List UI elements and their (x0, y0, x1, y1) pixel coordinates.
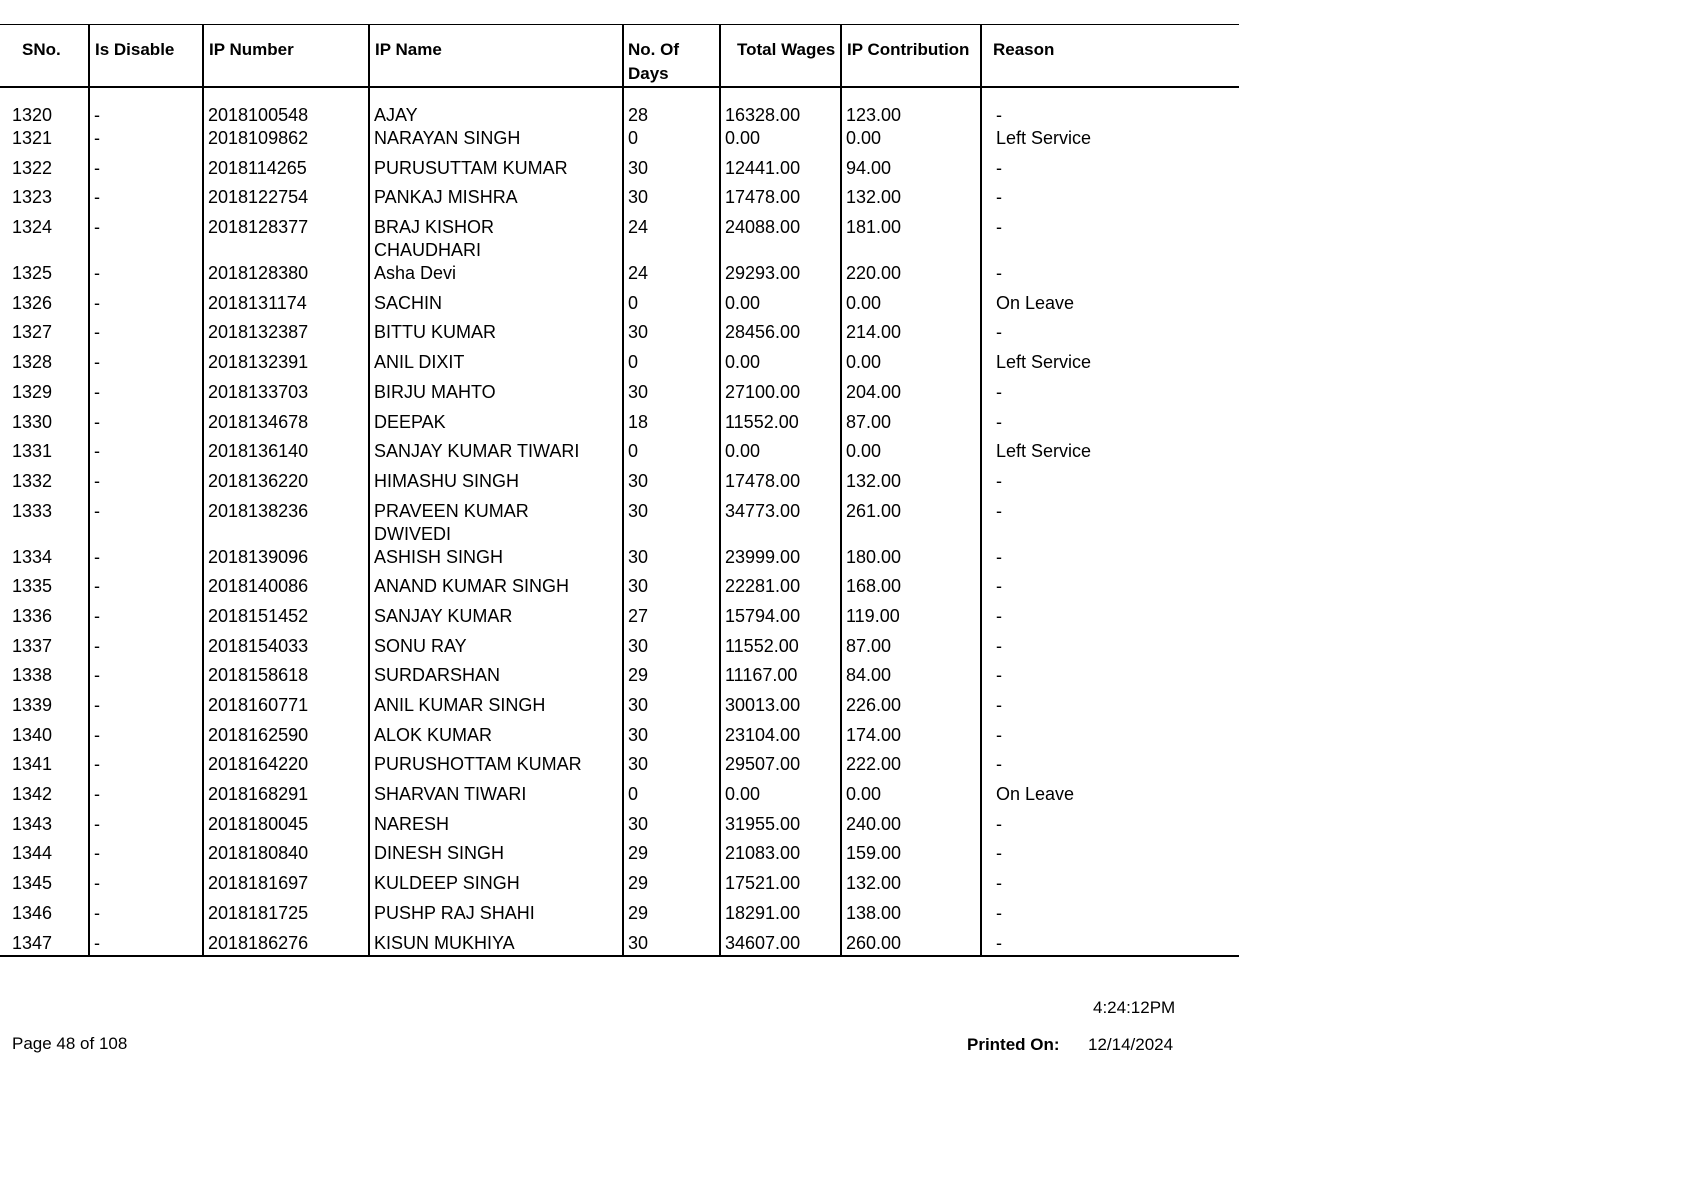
cell-ip-number: 2018139096 (203, 546, 369, 576)
cell-ip-contribution: 0.00 (841, 440, 981, 470)
cell-sno: 1320 (12, 105, 53, 125)
table-row (0, 186, 1239, 216)
cell-is-disable: - (89, 664, 203, 694)
table-row (0, 724, 1239, 754)
cell-ip-number: 2018131174 (203, 292, 369, 322)
cell-ip-name: DEEPAK (369, 411, 623, 441)
cell-ip-number: 2018132387 (203, 321, 369, 351)
cell-sno: 1341 (12, 754, 53, 775)
header-ip-number: IP Number (203, 25, 369, 88)
header-sno: SNo. (22, 40, 61, 59)
cell-is-disable: - (89, 575, 203, 605)
cell-ip-number: 2018138236 (203, 500, 369, 546)
cell-ip-contribution: 123.00 (841, 87, 981, 127)
table-row (0, 813, 1239, 843)
cell-is-disable: - (89, 87, 203, 127)
cell-ip-contribution: 222.00 (841, 753, 981, 783)
cell-ip-number: 2018134678 (203, 411, 369, 441)
cell-sno: 1333 (12, 500, 53, 521)
cell-sno: 1322 (12, 157, 53, 178)
cell-ip-name: PURUSUTTAM KUMAR (369, 157, 623, 187)
header-reason: Reason (981, 25, 1239, 88)
cell-ip-name: PANKAJ MISHRA (369, 186, 623, 216)
cell-ip-contribution: 132.00 (841, 186, 981, 216)
cell-sno: 1331 (12, 441, 53, 462)
header-ip-name: IP Name (369, 25, 623, 88)
cell-total-wages: 31955.00 (720, 813, 841, 843)
cell-reason: - (981, 605, 1239, 635)
cell-sno: 1329 (12, 381, 53, 402)
cell-no-of-days: 30 (623, 546, 720, 576)
cell-ip-number: 2018160771 (203, 694, 369, 724)
cell-total-wages: 24088.00 (720, 216, 841, 262)
cell-reason: On Leave (981, 292, 1239, 322)
cell-no-of-days: 27 (623, 605, 720, 635)
cell-total-wages: 34607.00 (720, 932, 841, 956)
table-row (0, 872, 1239, 902)
cell-ip-number: 2018180045 (203, 813, 369, 843)
cell-ip-contribution: 261.00 (841, 500, 981, 546)
cell-no-of-days: 0 (623, 127, 720, 157)
table-row (0, 575, 1239, 605)
cell-no-of-days: 30 (623, 753, 720, 783)
cell-ip-contribution: 0.00 (841, 783, 981, 813)
cell-no-of-days: 29 (623, 664, 720, 694)
cell-total-wages: 23999.00 (720, 546, 841, 576)
cell-sno: 1332 (12, 470, 53, 491)
table-row (0, 902, 1239, 932)
cell-no-of-days: 30 (623, 500, 720, 546)
cell-reason: Left Service (981, 440, 1239, 470)
cell-ip-contribution: 132.00 (841, 470, 981, 500)
cell-no-of-days: 30 (623, 321, 720, 351)
cell-reason: Left Service (981, 127, 1239, 157)
cell-sno: 1338 (12, 665, 53, 686)
cell-ip-name: NARESH (369, 813, 623, 843)
cell-sno: 1342 (12, 784, 53, 805)
contribution-table-container (0, 24, 1239, 957)
cell-reason: - (981, 87, 1239, 127)
cell-is-disable: - (89, 605, 203, 635)
cell-no-of-days: 30 (623, 694, 720, 724)
table-row (0, 262, 1239, 292)
table-header (0, 25, 1239, 88)
header-no-of-days: No. Of Days (623, 25, 720, 88)
cell-is-disable: - (89, 694, 203, 724)
cell-total-wages: 21083.00 (720, 842, 841, 872)
cell-no-of-days: 29 (623, 902, 720, 932)
table-row (0, 932, 1239, 956)
cell-is-disable: - (89, 842, 203, 872)
cell-sno: 1323 (12, 187, 53, 208)
cell-ip-name: ANIL KUMAR SINGH (369, 694, 623, 724)
cell-no-of-days: 24 (623, 216, 720, 262)
table-row (0, 664, 1239, 694)
cell-no-of-days: 30 (623, 381, 720, 411)
cell-ip-number: 2018151452 (203, 605, 369, 635)
cell-reason: - (981, 500, 1239, 546)
cell-ip-name: DINESH SINGH (369, 842, 623, 872)
cell-no-of-days: 30 (623, 186, 720, 216)
cell-ip-contribution: 180.00 (841, 546, 981, 576)
cell-reason: - (981, 546, 1239, 576)
cell-is-disable: - (89, 753, 203, 783)
cell-sno: 1347 (12, 932, 53, 953)
cell-total-wages: 0.00 (720, 440, 841, 470)
table-row (0, 351, 1239, 381)
cell-ip-contribution: 94.00 (841, 157, 981, 187)
header-is-disable: Is Disable (89, 25, 203, 88)
cell-ip-contribution: 260.00 (841, 932, 981, 956)
cell-is-disable: - (89, 411, 203, 441)
cell-total-wages: 12441.00 (720, 157, 841, 187)
cell-is-disable: - (89, 500, 203, 546)
printed-on-label: Printed On: (967, 1035, 1060, 1054)
cell-ip-name: PUSHP RAJ SHAHI (369, 902, 623, 932)
cell-no-of-days: 0 (623, 292, 720, 322)
table-row (0, 157, 1239, 187)
cell-ip-name: BITTU KUMAR (369, 321, 623, 351)
cell-reason: - (981, 664, 1239, 694)
cell-ip-number: 2018128377 (203, 216, 369, 262)
cell-sno: 1337 (12, 635, 53, 656)
page-number: Page 48 of 108 (12, 1034, 128, 1053)
cell-ip-name: PURUSHOTTAM KUMAR (369, 753, 623, 783)
cell-reason: - (981, 381, 1239, 411)
cell-no-of-days: 30 (623, 635, 720, 665)
cell-ip-name: ANIL DIXIT (369, 351, 623, 381)
cell-sno: 1330 (12, 411, 53, 432)
table-row (0, 753, 1239, 783)
cell-reason: - (981, 753, 1239, 783)
cell-ip-number: 2018136140 (203, 440, 369, 470)
cell-reason: - (981, 724, 1239, 754)
contribution-table (0, 24, 1239, 957)
cell-ip-contribution: 0.00 (841, 351, 981, 381)
cell-reason: - (981, 902, 1239, 932)
cell-ip-number: 2018154033 (203, 635, 369, 665)
cell-ip-name: ALOK KUMAR (369, 724, 623, 754)
cell-no-of-days: 30 (623, 157, 720, 187)
cell-total-wages: 11167.00 (720, 664, 841, 694)
cell-ip-contribution: 159.00 (841, 842, 981, 872)
printed-time: 4:24:12PM (1093, 998, 1176, 1017)
cell-total-wages: 30013.00 (720, 694, 841, 724)
cell-ip-contribution: 0.00 (841, 127, 981, 157)
cell-is-disable: - (89, 127, 203, 157)
cell-total-wages: 15794.00 (720, 605, 841, 635)
cell-reason: - (981, 575, 1239, 605)
cell-sno: 1335 (12, 576, 53, 597)
cell-is-disable: - (89, 157, 203, 187)
cell-no-of-days: 29 (623, 872, 720, 902)
table-row (0, 127, 1239, 157)
cell-reason: - (981, 470, 1239, 500)
cell-ip-number: 2018164220 (203, 753, 369, 783)
cell-ip-name: BIRJU MAHTO (369, 381, 623, 411)
cell-ip-contribution: 138.00 (841, 902, 981, 932)
cell-ip-name: NARAYAN SINGH (369, 127, 623, 157)
cell-ip-contribution: 132.00 (841, 872, 981, 902)
cell-total-wages: 11552.00 (720, 635, 841, 665)
table-row (0, 440, 1239, 470)
cell-ip-number: 2018181725 (203, 902, 369, 932)
cell-ip-name: ASHISH SINGH (369, 546, 623, 576)
cell-no-of-days: 30 (623, 575, 720, 605)
table-row (0, 411, 1239, 441)
cell-no-of-days: 28 (623, 87, 720, 127)
cell-reason: - (981, 635, 1239, 665)
cell-ip-name: PRAVEEN KUMAR DWIVEDI (369, 500, 623, 546)
cell-is-disable: - (89, 813, 203, 843)
cell-sno: 1339 (12, 695, 53, 715)
cell-total-wages: 34773.00 (720, 500, 841, 546)
cell-sno: 1336 (12, 605, 53, 626)
cell-ip-name: SURDARSHAN (369, 664, 623, 694)
cell-sno: 1328 (12, 352, 53, 373)
cell-no-of-days: 30 (623, 724, 720, 754)
cell-reason: - (981, 157, 1239, 187)
cell-ip-number: 2018140086 (203, 575, 369, 605)
cell-total-wages: 23104.00 (720, 724, 841, 754)
cell-ip-contribution: 174.00 (841, 724, 981, 754)
cell-reason: - (981, 842, 1239, 872)
cell-sno: 1325 (12, 263, 53, 284)
table-row (0, 470, 1239, 500)
cell-ip-number: 2018122754 (203, 186, 369, 216)
cell-ip-number: 2018180840 (203, 842, 369, 872)
cell-is-disable: - (89, 321, 203, 351)
cell-reason: - (981, 321, 1239, 351)
cell-total-wages: 0.00 (720, 783, 841, 813)
cell-ip-contribution: 240.00 (841, 813, 981, 843)
cell-ip-contribution: 0.00 (841, 292, 981, 322)
cell-ip-name: KULDEEP SINGH (369, 872, 623, 902)
cell-is-disable: - (89, 216, 203, 262)
cell-no-of-days: 18 (623, 411, 720, 441)
cell-ip-name: SANJAY KUMAR (369, 605, 623, 635)
cell-total-wages: 29293.00 (720, 262, 841, 292)
table-row (0, 783, 1239, 813)
table-body (0, 87, 1239, 956)
cell-reason: - (981, 694, 1239, 724)
cell-reason: - (981, 872, 1239, 902)
cell-no-of-days: 0 (623, 440, 720, 470)
cell-ip-name: SHARVAN TIWARI (369, 783, 623, 813)
table-row (0, 635, 1239, 665)
cell-total-wages: 11552.00 (720, 411, 841, 441)
cell-ip-number: 2018100548 (203, 87, 369, 127)
cell-sno: 1345 (12, 873, 53, 894)
printed-date: 12/14/2024 (1088, 1035, 1174, 1054)
cell-sno: 1327 (12, 322, 53, 343)
table-row (0, 216, 1239, 262)
cell-total-wages: 28456.00 (720, 321, 841, 351)
cell-no-of-days: 30 (623, 813, 720, 843)
cell-ip-contribution: 87.00 (841, 635, 981, 665)
cell-ip-number: 2018109862 (203, 127, 369, 157)
cell-ip-name: SANJAY KUMAR TIWARI (369, 440, 623, 470)
cell-ip-contribution: 181.00 (841, 216, 981, 262)
cell-reason: - (981, 813, 1239, 843)
cell-is-disable: - (89, 470, 203, 500)
cell-ip-contribution: 168.00 (841, 575, 981, 605)
cell-reason: On Leave (981, 783, 1239, 813)
header-total-wages: Total Wages (720, 25, 841, 88)
cell-sno: 1321 (12, 128, 53, 148)
cell-ip-name: HIMASHU SINGH (369, 470, 623, 500)
cell-sno: 1326 (12, 292, 53, 313)
cell-total-wages: 0.00 (720, 292, 841, 322)
cell-reason: - (981, 186, 1239, 216)
cell-is-disable: - (89, 932, 203, 956)
cell-ip-contribution: 226.00 (841, 694, 981, 724)
table-row (0, 500, 1239, 546)
cell-is-disable: - (89, 262, 203, 292)
cell-ip-contribution: 214.00 (841, 321, 981, 351)
cell-is-disable: - (89, 724, 203, 754)
cell-ip-name: KISUN MUKHIYA (369, 932, 623, 956)
table-row (0, 321, 1239, 351)
cell-no-of-days: 0 (623, 351, 720, 381)
cell-total-wages: 27100.00 (720, 381, 841, 411)
cell-is-disable: - (89, 381, 203, 411)
cell-ip-number: 2018186276 (203, 932, 369, 956)
cell-is-disable: - (89, 635, 203, 665)
cell-reason: - (981, 262, 1239, 292)
cell-sno: 1340 (12, 724, 53, 745)
cell-ip-contribution: 204.00 (841, 381, 981, 411)
cell-ip-number: 2018114265 (203, 157, 369, 187)
table-row (0, 694, 1239, 724)
cell-ip-number: 2018181697 (203, 872, 369, 902)
cell-total-wages: 17478.00 (720, 186, 841, 216)
header-row (0, 25, 1239, 88)
cell-is-disable: - (89, 440, 203, 470)
cell-total-wages: 0.00 (720, 351, 841, 381)
table-row (0, 381, 1239, 411)
header-ip-contribution: IP Contribution (841, 25, 981, 88)
cell-is-disable: - (89, 872, 203, 902)
cell-is-disable: - (89, 546, 203, 576)
cell-ip-name: ANAND KUMAR SINGH (369, 575, 623, 605)
cell-ip-name: SONU RAY (369, 635, 623, 665)
table-row (0, 842, 1239, 872)
cell-sno: 1334 (12, 546, 53, 567)
cell-total-wages: 17478.00 (720, 470, 841, 500)
cell-is-disable: - (89, 292, 203, 322)
cell-no-of-days: 30 (623, 470, 720, 500)
cell-no-of-days: 29 (623, 842, 720, 872)
cell-ip-name: Asha Devi (369, 262, 623, 292)
cell-is-disable: - (89, 902, 203, 932)
cell-total-wages: 17521.00 (720, 872, 841, 902)
cell-ip-name: SACHIN (369, 292, 623, 322)
cell-total-wages: 18291.00 (720, 902, 841, 932)
cell-ip-number: 2018132391 (203, 351, 369, 381)
cell-ip-name: AJAY (369, 87, 623, 127)
cell-total-wages: 22281.00 (720, 575, 841, 605)
cell-ip-name: BRAJ KISHOR CHAUDHARI (369, 216, 623, 262)
cell-is-disable: - (89, 783, 203, 813)
cell-sno: 1343 (12, 813, 53, 834)
table-row (0, 292, 1239, 322)
cell-ip-contribution: 87.00 (841, 411, 981, 441)
cell-total-wages: 29507.00 (720, 753, 841, 783)
cell-ip-number: 2018128380 (203, 262, 369, 292)
cell-reason: Left Service (981, 351, 1239, 381)
cell-ip-number: 2018158618 (203, 664, 369, 694)
cell-sno: 1324 (12, 217, 53, 238)
cell-reason: - (981, 932, 1239, 956)
cell-reason: - (981, 411, 1239, 441)
cell-total-wages: 0.00 (720, 127, 841, 157)
cell-ip-number: 2018168291 (203, 783, 369, 813)
table-row (0, 546, 1239, 576)
cell-ip-number: 2018162590 (203, 724, 369, 754)
cell-ip-contribution: 119.00 (841, 605, 981, 635)
cell-sno: 1344 (12, 843, 53, 864)
cell-no-of-days: 30 (623, 932, 720, 956)
table-row (0, 605, 1239, 635)
cell-no-of-days: 0 (623, 783, 720, 813)
cell-ip-number: 2018133703 (203, 381, 369, 411)
cell-total-wages: 16328.00 (720, 87, 841, 127)
cell-is-disable: - (89, 186, 203, 216)
cell-ip-contribution: 84.00 (841, 664, 981, 694)
cell-reason: - (981, 216, 1239, 262)
cell-ip-number: 2018136220 (203, 470, 369, 500)
table-row (0, 87, 1239, 127)
cell-ip-contribution: 220.00 (841, 262, 981, 292)
cell-is-disable: - (89, 351, 203, 381)
cell-sno: 1346 (12, 902, 53, 923)
cell-no-of-days: 24 (623, 262, 720, 292)
